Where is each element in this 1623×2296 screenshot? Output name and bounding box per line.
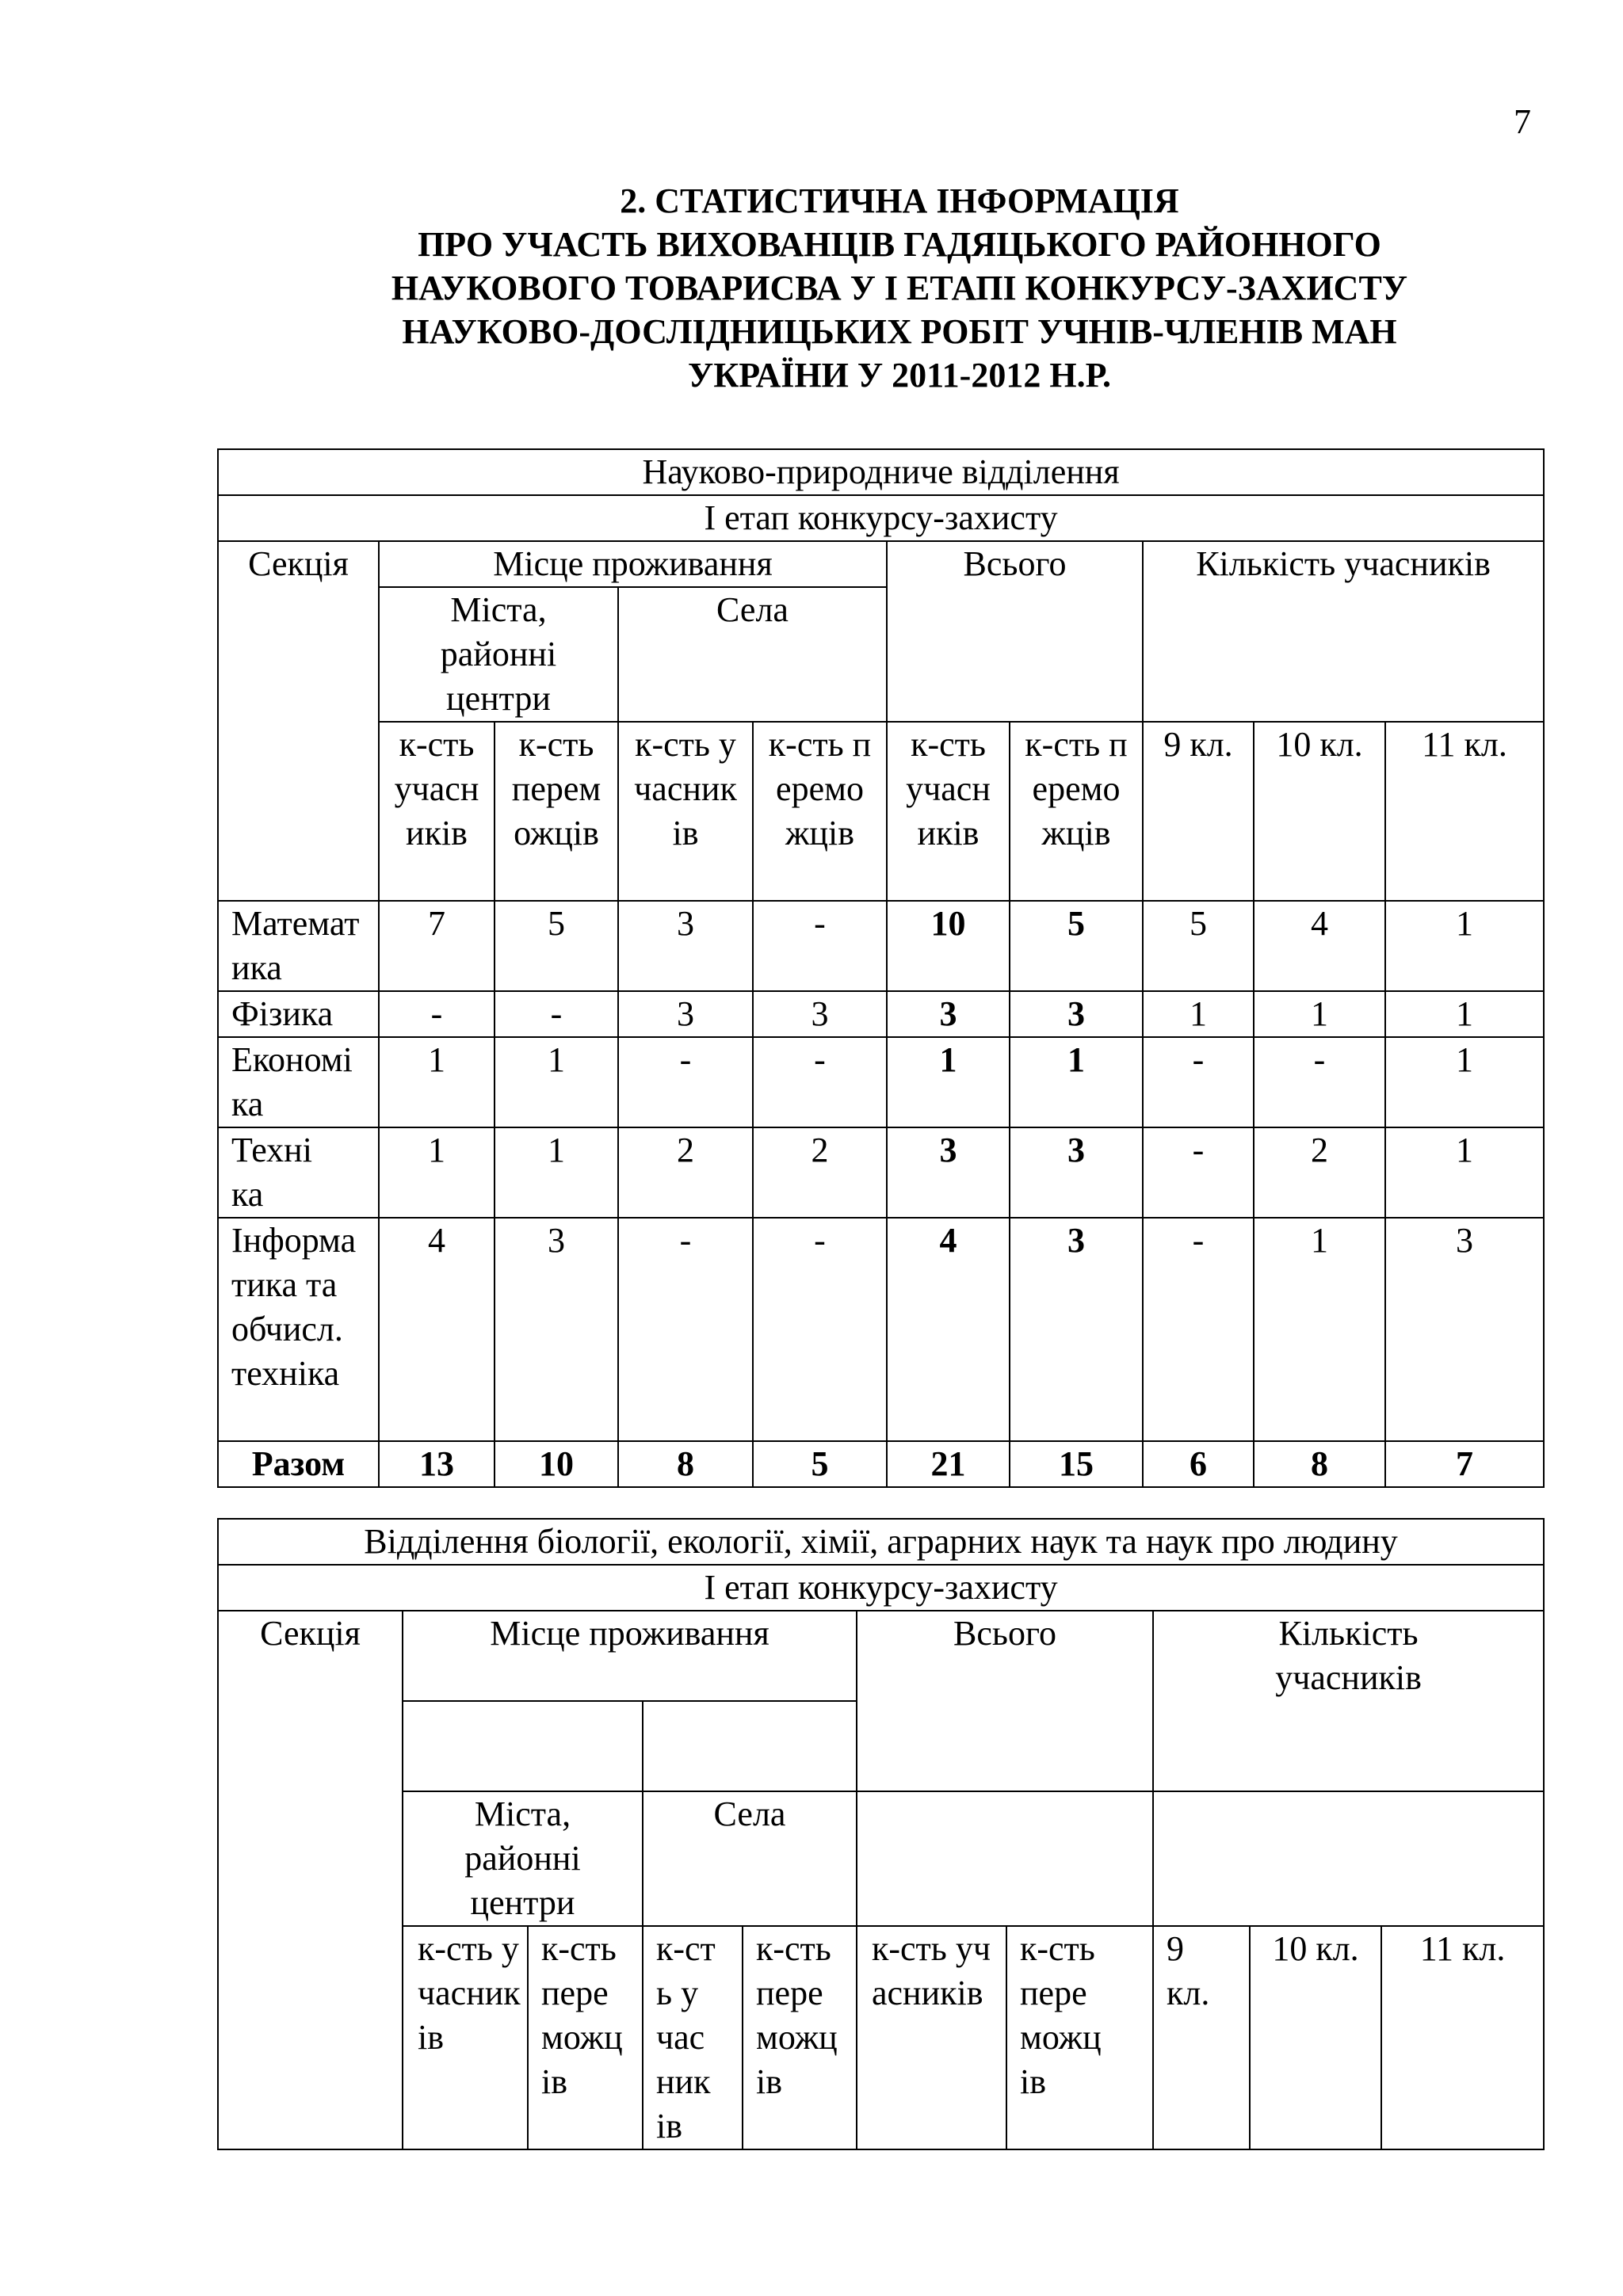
- table-cell: 1: [495, 1127, 618, 1218]
- totals-row: [218, 1441, 1544, 1487]
- sub-header-winners: к-сть переможців: [1006, 1926, 1153, 2149]
- table-cell: 1: [887, 1037, 1010, 1127]
- sub-header-winners: к-сть переможців: [1010, 722, 1143, 901]
- table-cell: 3: [1010, 991, 1143, 1037]
- table-cell: 1: [1385, 1127, 1544, 1218]
- science-department-table: [217, 448, 1545, 1488]
- section-name: Математика: [218, 901, 379, 991]
- table-cell: 2: [753, 1127, 887, 1218]
- table-cell: 3: [887, 991, 1010, 1037]
- empty-cell: [1153, 1791, 1544, 1926]
- table-cell: 1: [1254, 1218, 1385, 1441]
- table-row: [218, 1218, 1544, 1441]
- totals-label: Разом: [218, 1441, 379, 1487]
- table-cell: 1: [1385, 901, 1544, 991]
- table-cell: 3: [1010, 1218, 1143, 1441]
- table-row: [218, 991, 1544, 1037]
- table-cell: 1: [379, 1127, 495, 1218]
- table-cell: 3: [887, 1127, 1010, 1218]
- sub-header-participants: к-сть учасників: [887, 722, 1010, 901]
- page-number: 7: [1514, 102, 1531, 141]
- stage-header: І етап конкурсу-захисту: [218, 1565, 1544, 1611]
- section-name: Техніка: [218, 1127, 379, 1218]
- section-name: Інформатика та обчисл. техніка: [218, 1218, 379, 1441]
- table-row: [218, 901, 1544, 991]
- sub-header-participants: к-сть учасників: [857, 1926, 1006, 2149]
- table-cell: 1: [1254, 991, 1385, 1037]
- total-header: Всього: [857, 1611, 1153, 1791]
- title-line: НАУКОВО-ДОСЛІДНИЦЬКИХ РОБІТ УЧНІВ-ЧЛЕНІВ МАН: [402, 312, 1397, 351]
- total-cell: 10: [495, 1441, 618, 1487]
- sub-header-grade-9: 9 кл.: [1143, 722, 1254, 901]
- sub-header-grade-9: 9 кл.: [1153, 1926, 1250, 2149]
- table-cell: 3: [1010, 1127, 1143, 1218]
- sub-header-participants: к-сть учасників: [618, 722, 753, 901]
- villages-header: Села: [618, 587, 887, 722]
- sub-header-grade-11: 11 кл.: [1381, 1926, 1544, 2149]
- table-cell: -: [1254, 1037, 1385, 1127]
- section-header: Секція: [218, 1611, 403, 2149]
- sub-header-participants: к-сть учасників: [379, 722, 495, 901]
- empty-cell: [403, 1701, 643, 1791]
- department-header: Відділення біології, екології, хімії, аграрних наук та наук про людину: [218, 1519, 1544, 1565]
- table-cell: -: [753, 1218, 887, 1441]
- participants-count-header: Кількість учасників: [1153, 1611, 1544, 1791]
- table-cell: -: [379, 991, 495, 1037]
- table-cell: 1: [1143, 991, 1254, 1037]
- sub-header-winners: к-сть переможців: [753, 722, 887, 901]
- stage-header: І етап конкурсу-захисту: [218, 495, 1544, 541]
- title-line: УКРАЇНИ У 2011-2012 Н.Р.: [688, 356, 1111, 395]
- table-cell: 3: [618, 901, 753, 991]
- table-cell: 5: [1010, 901, 1143, 991]
- total-cell: 21: [887, 1441, 1010, 1487]
- table-cell: 7: [379, 901, 495, 991]
- table-row: [218, 1127, 1544, 1218]
- sub-header-grade-11: 11 кл.: [1385, 722, 1544, 901]
- table-cell: 3: [753, 991, 887, 1037]
- total-cell: 15: [1010, 1441, 1143, 1487]
- section-header: Секція: [218, 541, 379, 901]
- total-cell: 8: [618, 1441, 753, 1487]
- empty-cell: [857, 1791, 1153, 1926]
- sub-header-grade-10: 10 кл.: [1254, 722, 1385, 901]
- table-cell: 1: [1385, 1037, 1544, 1127]
- total-cell: 7: [1385, 1441, 1544, 1487]
- villages-header: Села: [643, 1791, 857, 1926]
- table-cell: 10: [887, 901, 1010, 991]
- table-cell: 1: [1385, 991, 1544, 1037]
- total-cell: 8: [1254, 1441, 1385, 1487]
- sub-header-participants: к-сть учасників: [643, 1926, 743, 2149]
- table-cell: 1: [1010, 1037, 1143, 1127]
- title-line: НАУКОВОГО ТОВАРИСВА У І ЕТАПІ КОНКУРСУ-ЗАХИСТУ: [391, 269, 1408, 307]
- section-name: Економіка: [218, 1037, 379, 1127]
- table-cell: -: [753, 901, 887, 991]
- table-cell: 5: [1143, 901, 1254, 991]
- table-cell: -: [495, 991, 618, 1037]
- table-cell: -: [618, 1037, 753, 1127]
- table-cell: -: [753, 1037, 887, 1127]
- table-cell: 1: [495, 1037, 618, 1127]
- title-line: ПРО УЧАСТЬ ВИХОВАНЦІВ ГАДЯЦЬКОГО РАЙОННОГО: [418, 225, 1381, 264]
- table-cell: 3: [1385, 1218, 1544, 1441]
- cities-header: Міста, районні центри: [379, 587, 618, 722]
- table-cell: -: [618, 1218, 753, 1441]
- sub-header-winners: к-сть переможців: [495, 722, 618, 901]
- total-cell: 5: [753, 1441, 887, 1487]
- table-cell: 3: [618, 991, 753, 1037]
- table-cell: 2: [1254, 1127, 1385, 1218]
- biology-department-table: [217, 1518, 1545, 2150]
- table-cell: 4: [379, 1218, 495, 1441]
- sub-header-winners: к-сть переможців: [743, 1926, 857, 2149]
- table-cell: 4: [887, 1218, 1010, 1441]
- section-name: Фізика: [218, 991, 379, 1037]
- total-cell: 6: [1143, 1441, 1254, 1487]
- sub-header-grade-10: 10 кл.: [1250, 1926, 1381, 2149]
- participants-count-header: Кількість учасників: [1143, 541, 1544, 722]
- residence-header: Місце проживання: [379, 541, 887, 587]
- residence-header: Місце проживання: [403, 1611, 857, 1701]
- table-cell: -: [1143, 1037, 1254, 1127]
- sub-header-participants: к-сть учасників: [403, 1926, 528, 2149]
- table-cell: 4: [1254, 901, 1385, 991]
- table-cell: -: [1143, 1218, 1254, 1441]
- empty-cell: [643, 1701, 857, 1791]
- sub-header-winners: к-сть переможців: [528, 1926, 643, 2149]
- title-line: 2. СТАТИСТИЧНА ІНФОРМАЦІЯ: [620, 181, 1179, 220]
- department-header: Науково-природниче відділення: [218, 449, 1544, 495]
- table-row: [218, 1037, 1544, 1127]
- table-cell: 5: [495, 901, 618, 991]
- document-title: [238, 179, 1561, 397]
- table-cell: 3: [495, 1218, 618, 1441]
- table-cell: -: [1143, 1127, 1254, 1218]
- total-header: Всього: [887, 541, 1143, 722]
- table-cell: 1: [379, 1037, 495, 1127]
- total-cell: 13: [379, 1441, 495, 1487]
- table-cell: 2: [618, 1127, 753, 1218]
- cities-header: Міста, районні центри: [403, 1791, 643, 1926]
